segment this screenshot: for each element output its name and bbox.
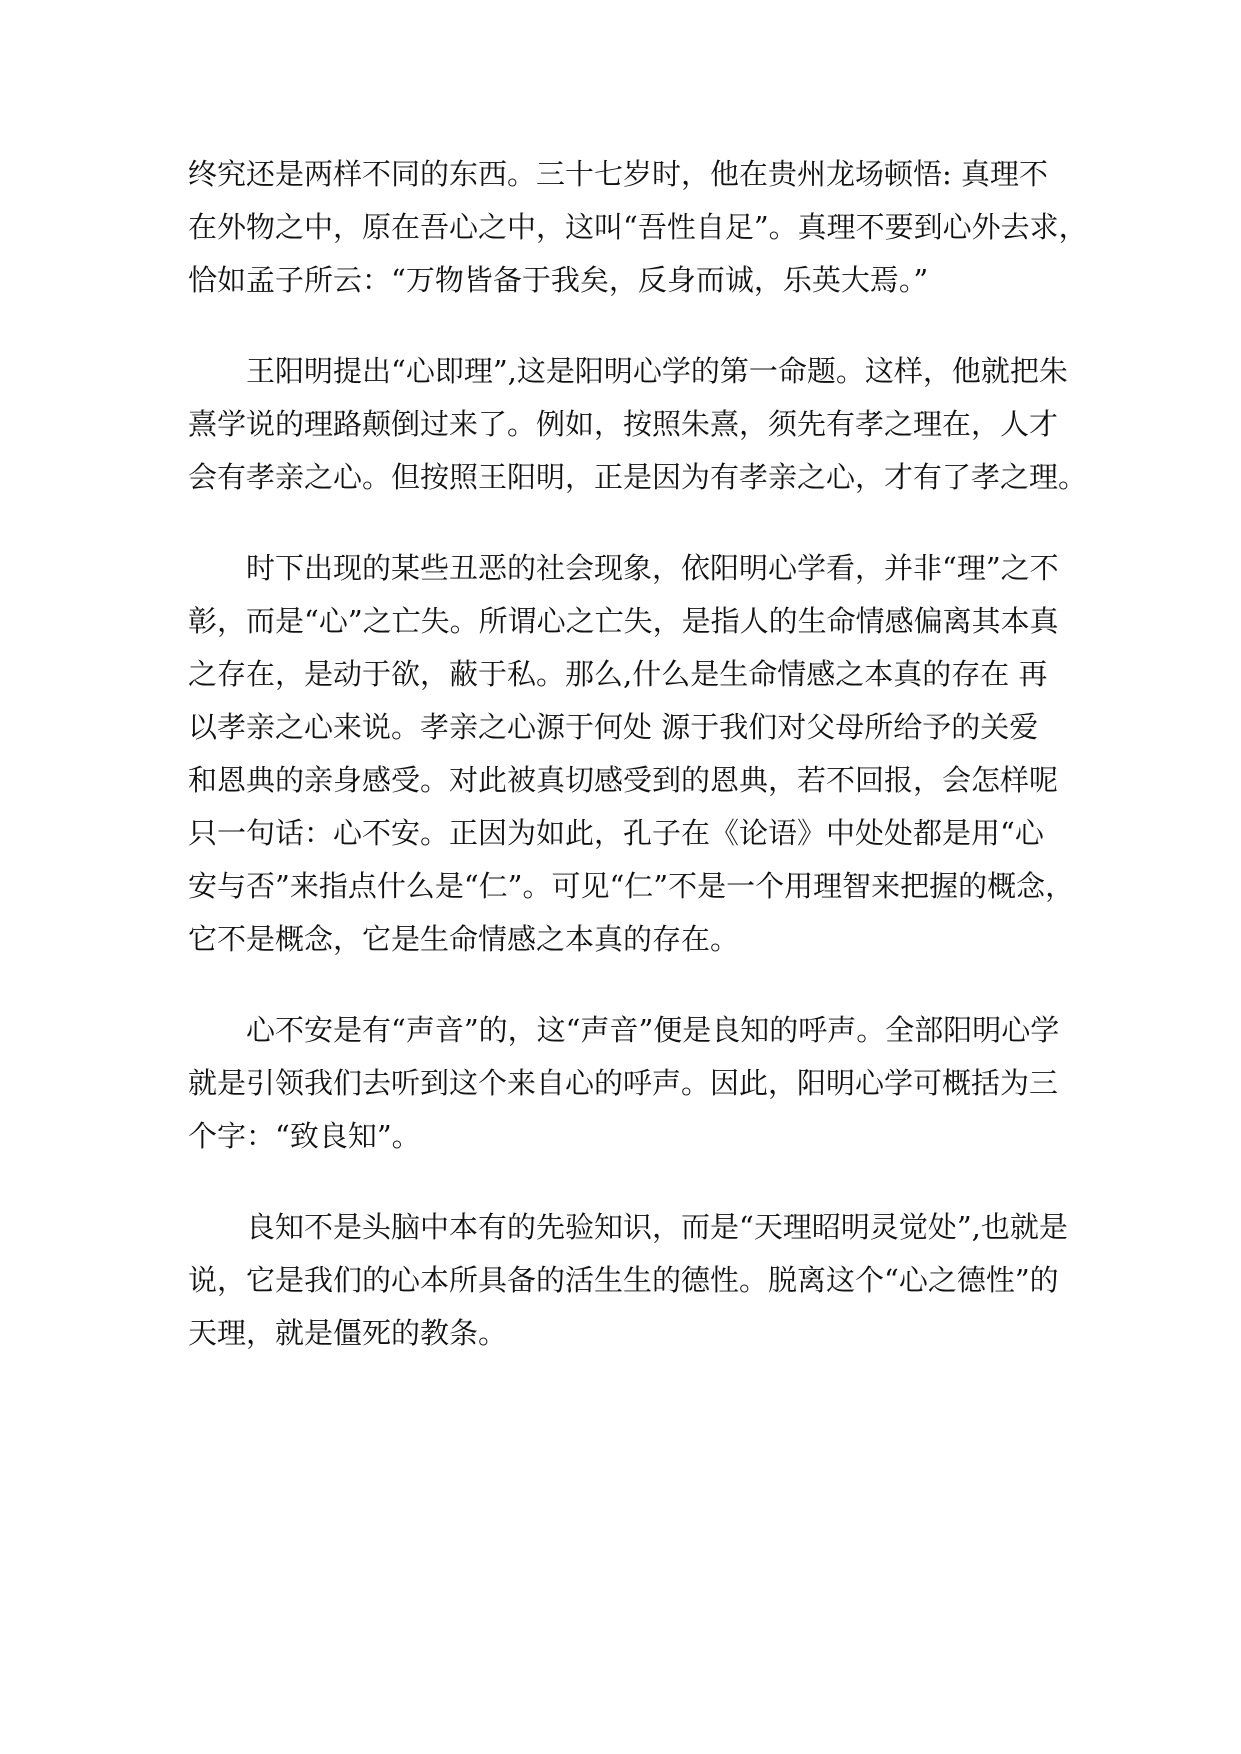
- text-line: 它不是概念，它是生命情感之本真的存在。: [188, 922, 740, 956]
- paragraph-2: [188, 345, 1088, 504]
- text-line: 王阳明提出“心即理”,这是阳明心学的第一命题。这样，他就把朱: [246, 354, 1068, 388]
- paragraph-spacer: [188, 966, 1068, 1004]
- paragraph-spacer: [188, 307, 1068, 345]
- paragraph-1: [188, 148, 1088, 307]
- text-line: 个字：“致良知”。: [188, 1119, 421, 1153]
- text-line: 心不安是有“声音”的，这“声音”便是良知的呼声。全部阳明心学: [246, 1013, 1060, 1047]
- text-line: 良知不是头脑中本有的先验知识，而是“天理昭明灵觉处”,也就是: [246, 1210, 1068, 1244]
- paragraph-spacer: [188, 504, 1068, 542]
- text-line: 熹学说的理路颠倒过来了。例如，按照朱熹，须先有孝之理在，人才: [188, 407, 1059, 441]
- text-line: 天理，就是僵死的教条。: [188, 1316, 508, 1350]
- text-line: 终究还是两样不同的东西。三十七岁时，他在贵州龙场顿悟: 真理不: [188, 157, 1048, 191]
- text-line: 和恩典的亲身感受。对此被真切感受到的恩典，若不回报，会怎样呢: [188, 763, 1059, 797]
- text-line: 以孝亲之心来说。孝亲之心源于何处 源于我们对父母所给予的关爱: [188, 710, 1039, 744]
- paragraph-5: [188, 1201, 1068, 1360]
- text-line: 时下出现的某些丑恶的社会现象，依阳明心学看，并非“理”之不: [246, 551, 1059, 585]
- text-line: 就是引领我们去听到这个来自心的呼声。因此，阳明心学可概括为三: [188, 1066, 1059, 1100]
- paragraph-3: [188, 542, 1075, 966]
- text-line: 会有孝亲之心。但按照王阳明，正是因为有孝亲之心，才有了孝之理。: [188, 460, 1088, 494]
- text-line: 安与否”来指点什么是“仁”。可见“仁”不是一个用理智来把握的概念，: [188, 869, 1075, 903]
- text-line: 恰如孟子所云：“万物皆备于我矣，反身而诚，乐英大焉。”: [188, 263, 929, 297]
- text-line: 只一句话：心不安。正因为如此，孔子在《论语》中处处都是用“心: [188, 816, 1044, 850]
- paragraph-spacer: [188, 1163, 1068, 1201]
- document-body: [188, 148, 1088, 1360]
- text-line: 在外物之中，原在吾心之中，这叫“吾性自足”。真理不要到心外去求，: [188, 210, 1088, 244]
- text-line: 之存在，是动于欲，蔽于私。那么,什么是生命情感之本真的存在 再: [188, 657, 1048, 691]
- text-line: 说，它是我们的心本所具备的活生生的德性。脱离这个“心之德性”的: [188, 1263, 1059, 1297]
- text-line: 彰，而是“心”之亡失。所谓心之亡失，是指人的生命情感偏离其本真: [188, 604, 1059, 638]
- paragraph-4: [188, 1004, 1068, 1163]
